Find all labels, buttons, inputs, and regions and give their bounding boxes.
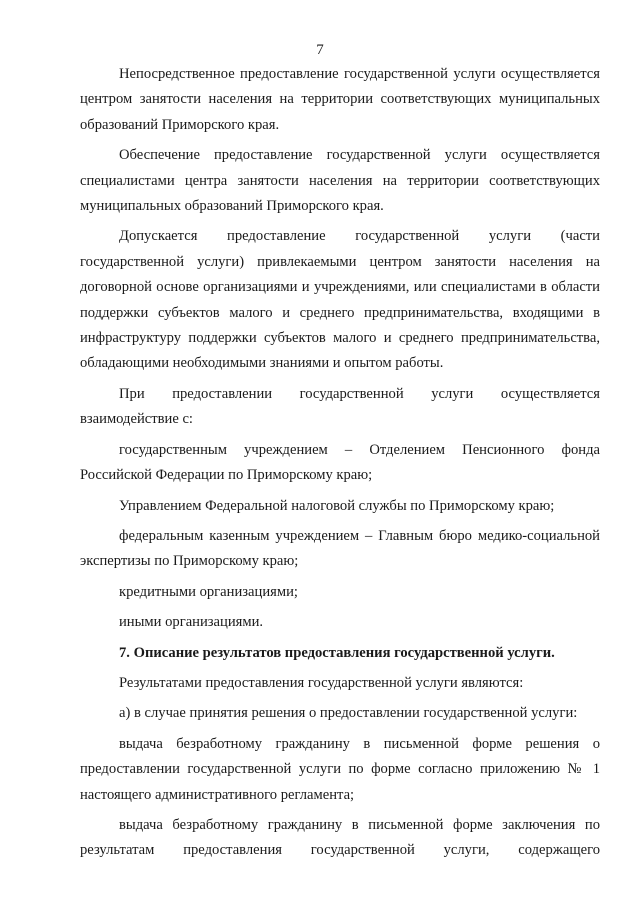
list-item-pension-fund: государственным учреждением – Отделением Пенсионного фонда Российской Федерации по Приморскому краю; bbox=[80, 441, 600, 484]
paragraph-results-intro: Результатами предоставления государственной услуги являются: bbox=[119, 674, 524, 691]
document-body bbox=[80, 62, 600, 864]
paragraph-decision-issuance: выдача безработному гражданину в письменной форме решения о предоставлении государственной услуги по форме согласно приложению № 1 настоящего административного регламента; bbox=[80, 735, 600, 803]
page-number: 7 bbox=[316, 42, 324, 58]
paragraph-contract-organizations: Допускается предоставление государственной услуги (части государственной услуги) привлекаемыми центром занятости населения на договорной основе организациями и учреждениями, или специалистами в области поддержки субъектов малого и среднего предпринимательства, входящими в инфраструктуру поддержки субъектов малого и среднего предпринимательства, обладающими необходимыми знаниями и опытом работы. bbox=[80, 228, 600, 372]
list-item-credit-organizations: кредитными организациями; bbox=[119, 583, 298, 600]
paragraph-case-a: а) в случае принятия решения о предоставлении государственной услуги: bbox=[119, 705, 578, 722]
paragraph-direct-provision: Непосредственное предоставление государственной услуги осуществляется центром занятости населения на территории соответствующих муниципальных образований Приморского края. bbox=[80, 66, 600, 133]
list-item-other-organizations: иными организациями. bbox=[119, 614, 264, 631]
list-item-medical-bureau: федеральным казенным учреждением – Главным бюро медико-социальной экспертизы по Приморскому краю; bbox=[80, 527, 600, 570]
paragraph-conclusion-issuance: выдача безработному гражданину в письменной форме заключения по результатам предоставления государственной услуги, содержащего bbox=[80, 816, 600, 859]
section-heading-results: 7. Описание результатов предоставления государственной услуги. bbox=[119, 644, 555, 661]
paragraph-provision-specialists: Обеспечение предоставление государственной услуги осуществляется специалистами центра занятости населения на территории соответствующих муниципальных образований Приморского края. bbox=[80, 147, 600, 215]
paragraph-interaction-intro: При предоставлении государственной услуги осуществляется взаимодействие с: bbox=[80, 385, 600, 428]
list-item-tax-service: Управлением Федеральной налоговой службы по Приморскому краю; bbox=[119, 497, 555, 514]
